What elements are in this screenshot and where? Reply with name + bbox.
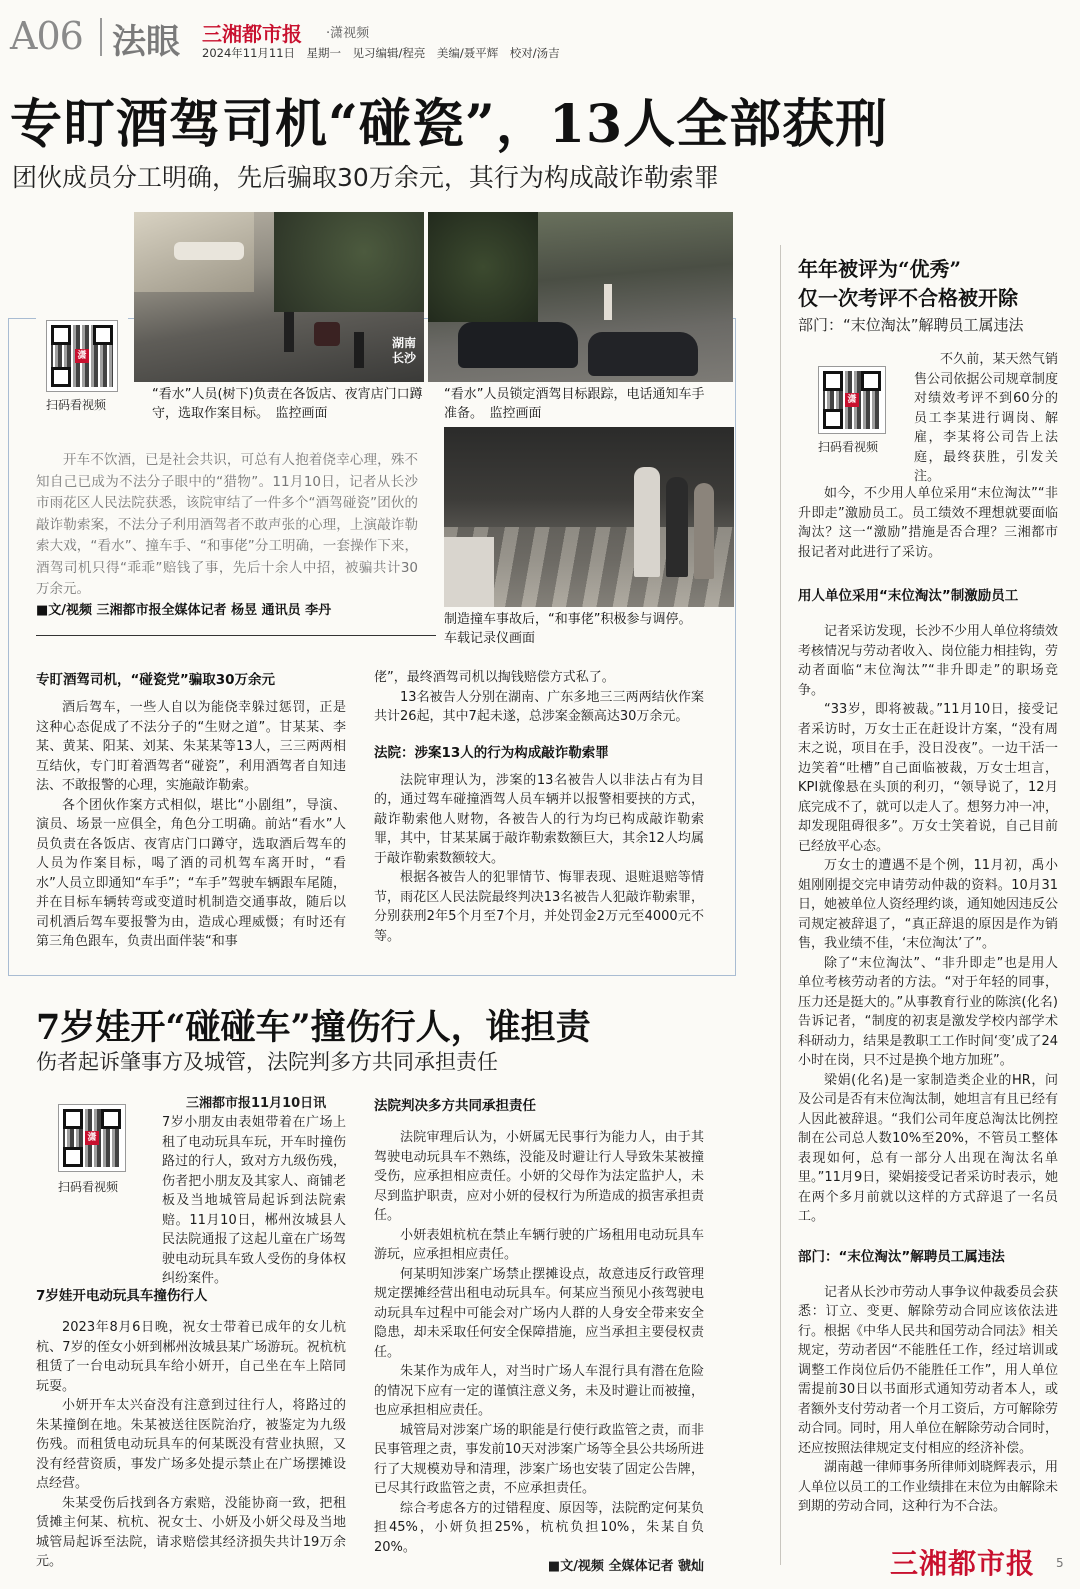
paragraph: 13名被告人分别在湖南、广东多地三三两两结伙作案共计26起，其中7起未遂，总涉案金额高达30万余元。 — [374, 689, 704, 724]
paragraph: 小妍表姐杭杭在禁止车辆行驶的广场租用电动玩具车游玩，应承担相应责任。 — [374, 1227, 704, 1262]
story3-column-1 — [36, 1284, 346, 1572]
section-title: 法眼 — [112, 22, 180, 62]
surveillance-photo-2 — [428, 212, 733, 382]
story2-subhead: 部门：“末位淘汰”解聘员工属违法 — [798, 316, 1024, 334]
paragraph: 酒后驾车，一些人自以为能侥幸躲过惩罚，正是这种心态促成了不法分子的“生财之道”。甘某某、李某、黄某、阳某、刘某、朱某某等13人，三三两两相互结伙，专门盯着酒驾者“碰瓷”，利用酒驾者自知违法、不敢报警的心理，实施敲诈勒索。 — [36, 700, 346, 793]
surveillance-photo-1 — [134, 212, 424, 382]
paragraph: 万女士的遭遇不是个例，11月初，禹小姐刚刚提交完申请劳动仲裁的资料。10月31日，她被单位人资经理约谈，通知她因违反公司规定被辞退了，“真正辞退的原因是作为销售，我业绩不佳，‘末位淘汰’了”。 — [798, 858, 1059, 951]
paragraph: 7岁小朋友由表姐带着在广场上租了电动玩具车玩，开车时撞伤路过的行人，致对方九级伤残，伤者把小朋友及其家人、商铺老板及当地城管局起诉到法院索赔。11月10日，郴州汝城县人民法院通报了这起儿童在广场驾驶电动玩具车致人受伤的身体权纠纷案件。 — [162, 1115, 346, 1286]
paragraph: 记者从长沙市劳动人事争议仲裁委员会获悉：订立、变更、解除劳动合同应该依法进行。根据《中华人民共和国劳动合同法》相关规定，劳动者因“不能胜任工作，经过培训或调整工作岗位后仍不能胜任工作”，用人单位需提前30日以书面形式通知劳动者本人，或者额外支付劳动者一个月工资后，方可解除劳动合同。同时，用人单位在解除劳动合同时，还应按照法律规定支付相应的经济补偿。 — [798, 1284, 1059, 1456]
paragraph: 法院审理认为，涉案的13名被告人以非法占有为目的，通过驾车碰撞酒驾人员车辆并以报警相要挟的方式，敲诈勒索他人财物，各被告人的行为均已构成敲诈勒索罪，其中，甘某某属于敲诈勒索数额巨大，其余12人均属于敲诈勒索数额较大。 — [374, 772, 704, 866]
story1-lead — [36, 450, 418, 620]
paragraph: “33岁，即将被裁。”11月10日，接受记者采访时，万女士正在赶设计方案，“没有周末之说，项目在手，没日没夜”。一边干活一边笑着“吐槽”自己面临被裁，万女士坦言，KPI就像悬在头顶的利刃，“领导说了，12月底完成不了，就可以走人了。想努力冲一冲，却发现阻碍很多”。万女士笑着说，自己目前已经放平心态。 — [798, 702, 1059, 854]
paragraph: 梁娟(化名)是一家制造类企业的HR，问及公司是否有末位淘汰制，她坦言有且已经有人因此被辞退。“我们公司年度总淘汰比例控制在公司总人数10%至20%，不管员工整体表现如何，总有一部分人出现在淘汰名单里。”11月9日，梁娟接受记者采访时表示，她在两个多月前就以这样的方式辞退了一名员工。 — [798, 1072, 1059, 1224]
photo2-caption: “看水”人员锁定酒驾目标跟踪，电话通知车手准备。 监控画面 — [444, 387, 705, 421]
paragraph: 根据各被告人的犯罪情节、悔罪表现、退赃退赔等情节，雨花区人民法院最终判决13名被告人犯敲诈勒索罪，分别获刑2年5个月至7个月，并处罚金2万元至4000元不等。 — [374, 870, 704, 944]
story3-column-2 — [374, 1094, 704, 1577]
story2-subheading-1: 用人单位采用“末位淘汰”制激励员工 — [798, 588, 1019, 604]
story2-body — [798, 484, 1058, 1517]
story1-subheading-1: 专盯酒驾司机，“碰瓷党”骗取30万余元 — [36, 672, 276, 688]
story1-headline: 专盯酒驾司机“碰瓷”，13人全部获刑 — [10, 94, 889, 155]
footer-logo: 三湘都市报 — [886, 1542, 1039, 1582]
paragraph: 各个团伙作案方式相似，堪比“小剧组”，导演、演员、场景一应俱全，角色分工明确。前站“看水”人员负责在各饭店、夜宵店门口蹲守，选取酒后驾车的人员为作案目标，喝了酒的司机驾车离开时，“看水”人员立即通知“车手”；“车手”驾驶车辆跟车尾随，并在目标车辆转弯或变道时机制造交通事故，随后以司机酒后驾车要报警为由，造成心理威慑；有时还有第三角色跟车，负责出面伴装“和事 — [36, 797, 346, 949]
story1-rule — [36, 635, 436, 636]
story3-byline: ■文/视频 全媒体记者 虢灿 — [547, 1559, 704, 1574]
header-meta: 2024年11月11日 星期一 见习编辑/程亮 美编/聂平辉 校对/汤吉 — [202, 46, 560, 60]
brand-logo: 三湘都市报 — [202, 22, 302, 46]
story1-byline: ■文/视频 三湘都市报全媒体记者 杨昱 通讯员 李丹 — [36, 602, 332, 618]
brand-badge-icon: 潇 — [75, 349, 89, 363]
paragraph: 佬”，最终酒驾司机以掏钱赔偿方式私了。 — [374, 670, 615, 685]
lead-paragraph: 开车不饮酒，已是社会共识，可总有人抱着侥幸心理，殊不知自己已成为不法分子眼中的“猎物”。11月10日，记者从长沙市雨花区人民法院获悉，该院审结了一件多个“酒驾碰瓷”团伙的敲诈勒索案，不法分子利用酒驾者不敢声张的心理，上演敲诈勒索大戏，“看水”、撞车手、“和事佬”分工明确，一套操作下来，酒驾司机只得“乖乖”赔钱了事，先后十余人中招，被骗共计30万余元。 — [36, 452, 418, 597]
paragraph: 何某明知涉案广场禁止摆摊设点，故意违反行政管理规定摆摊经营出租电动玩具车。何某应当预见小孩驾驶电动玩具车过程中可能会对广场内人群的人身安全带来安全隐患，却未采取任何安全保障措施，应当承担主要侵权责任。 — [374, 1266, 704, 1360]
paragraph: 综合考虑各方的过错程度、原因等，法院酌定何某负担45%，小妍负担25%，杭杭负担10%，朱某自负20%。 — [374, 1500, 704, 1555]
qr-label: 扫码看视频 — [46, 398, 107, 412]
paragraph: 朱某受伤后找到各方索赔，没能协商一致，把租赁摊主何某、杭杭、祝女士、小妍及小妍父母及当地城管局起诉至法院，请求赔偿其经济损失共计19万余元。 — [36, 1495, 346, 1569]
paragraph: 湖南越一律师事务所律师刘晓辉表示，用人单位以员工的工作业绩排在末位为由解除未到期的劳动合同，这种行为不合法。 — [798, 1460, 1059, 1514]
story3-lead — [160, 1094, 346, 1114]
brand-badge-icon: 潇 — [845, 393, 859, 407]
paragraph: 2023年8月6日晚，祝女士带着已成年的女儿杭杭、7岁的侄女小妍到郴州汝城县某广场游玩。祝杭杭租赁了一台电动玩具车给小妍开，自己坐在车上陪同玩耍。 — [36, 1320, 346, 1394]
story2-subheading-2: 部门：“末位淘汰”解聘员工属违法 — [798, 1248, 1005, 1265]
story3-subheading-2: 法院判决多方共同承担责任 — [374, 1098, 536, 1114]
brand-sub: ·潇视频 — [326, 26, 370, 41]
story1-subhead: 团伙成员分工明确，先后骗取30万余元，其行为构成敲诈勒索罪 — [12, 163, 719, 192]
story2-headline: 年年被评为“优秀” 仅一次考评不合格被开除 — [798, 257, 1018, 310]
story3-lead-text — [36, 1113, 346, 1289]
header-divider — [100, 18, 102, 56]
story1-column-2 — [374, 668, 704, 946]
story1-subheading-2: 法院：涉案13人的行为构成敲诈勒索罪 — [374, 744, 609, 761]
paragraph: 记者采访发现，长沙不少用人单位将绩效考核情况与劳动者收入、岗位能力相挂钩，劳动者面临“末位淘汰”“非升即走”的职场竞争。 — [798, 624, 1059, 698]
story3-subhead: 伤者起诉肇事方及城管，法院判多方共同承担责任 — [36, 1050, 498, 1074]
paragraph: 如今，不少用人单位采用“末位淘汰”“非升即走”激励员工。员工绩效不理想就要面临淘汰？这一“激励”措施是否合理？三湘都市报记者对此进行了采访。 — [798, 486, 1058, 560]
paragraph: 小妍开车太兴奋没有注意到过往行人，将路过的朱某撞倒在地。朱某被送往医院治疗，被鉴定为九级伤残。而租赁电动玩具车的何某既没有营业执照，又没有经营资质，事发广场多处提示禁止在广场摆摊设点经营。 — [36, 1398, 346, 1491]
brand-badge-icon: 潇 — [85, 1131, 99, 1145]
story1-column-1 — [36, 668, 346, 952]
qr-code-icon[interactable] — [818, 366, 886, 434]
page-number: A06 — [10, 14, 83, 58]
photo-watermark: 湖南长沙 — [392, 336, 417, 365]
paragraph: 法院审理后认为，小妍属无民事行为能力人，由于其驾驶电动玩具车不熟练，没能及时避让行人导致朱某被撞受伤，应承担相应责任。小妍的父母作为法定监护人，未尽到监护职责，应对小妍的侵权行为所造成的损害承担责任。 — [374, 1130, 704, 1223]
qr-code-icon[interactable] — [46, 320, 118, 392]
qr-label: 扫码看视频 — [818, 440, 879, 454]
paragraph: 不久前，某天然气销售公司依据公司规章制度对绩效考评不到60分的员工李某进行调岗、解雇，李某将公司告上法庭，最终获胜，引发关注。 — [914, 352, 1058, 484]
photo1-caption: “看水”人员(树下)负责在各饭店、夜宵店门口蹲守，选取作案目标。 监控画面 — [152, 387, 423, 421]
dashcam-photo-3 — [444, 427, 734, 607]
qr-label: 扫码看视频 — [58, 1180, 119, 1194]
story3-subheading-1: 7岁娃开电动玩具车撞伤行人 — [36, 1288, 208, 1304]
paragraph: 朱某作为成年人，对当时广场人车混行具有潜在危险的情况下应有一定的谨慎注意义务，未及时避让而被撞，也应承担相应责任。 — [374, 1364, 704, 1418]
photo3-caption: 制造撞车事故后，“和事佬”积极参与调停。 车载记录仪画面 — [444, 612, 698, 646]
story2-lead — [914, 350, 1058, 487]
paragraph: 城管局对涉案广场的职能是行使行政监管之责，而非民事管理之责，事发前10天对涉案广场等全县公共场所进行了大规模劝导和清理，涉案广场也安装了固定公告牌，已尽其行政监管之责，不应承担责任。 — [374, 1422, 704, 1496]
paragraph: 除了“末位淘汰”、“非升即走”也是用人单位考核劳动者的方法。“对于年轻的同事，压力还是挺大的。”从事教育行业的陈滨(化名)告诉记者，“制度的初衷是激发学校内部学术科研动力，结果是教职工工作时间‘变’成了24小时在岗，只不过是换个地方加班”。 — [798, 955, 1058, 1068]
story3-dateline: 三湘都市报11月10日讯 — [186, 1096, 327, 1111]
story1-qr-box[interactable] — [36, 316, 128, 420]
footer-page-mark: 5 — [1056, 1556, 1064, 1570]
column-divider — [780, 245, 781, 1565]
story2-qr-box[interactable] — [808, 360, 900, 456]
page-header — [0, 0, 1080, 70]
story3-headline: 7岁娃开“碰碰车”撞伤行人，谁担责 — [36, 1007, 591, 1048]
